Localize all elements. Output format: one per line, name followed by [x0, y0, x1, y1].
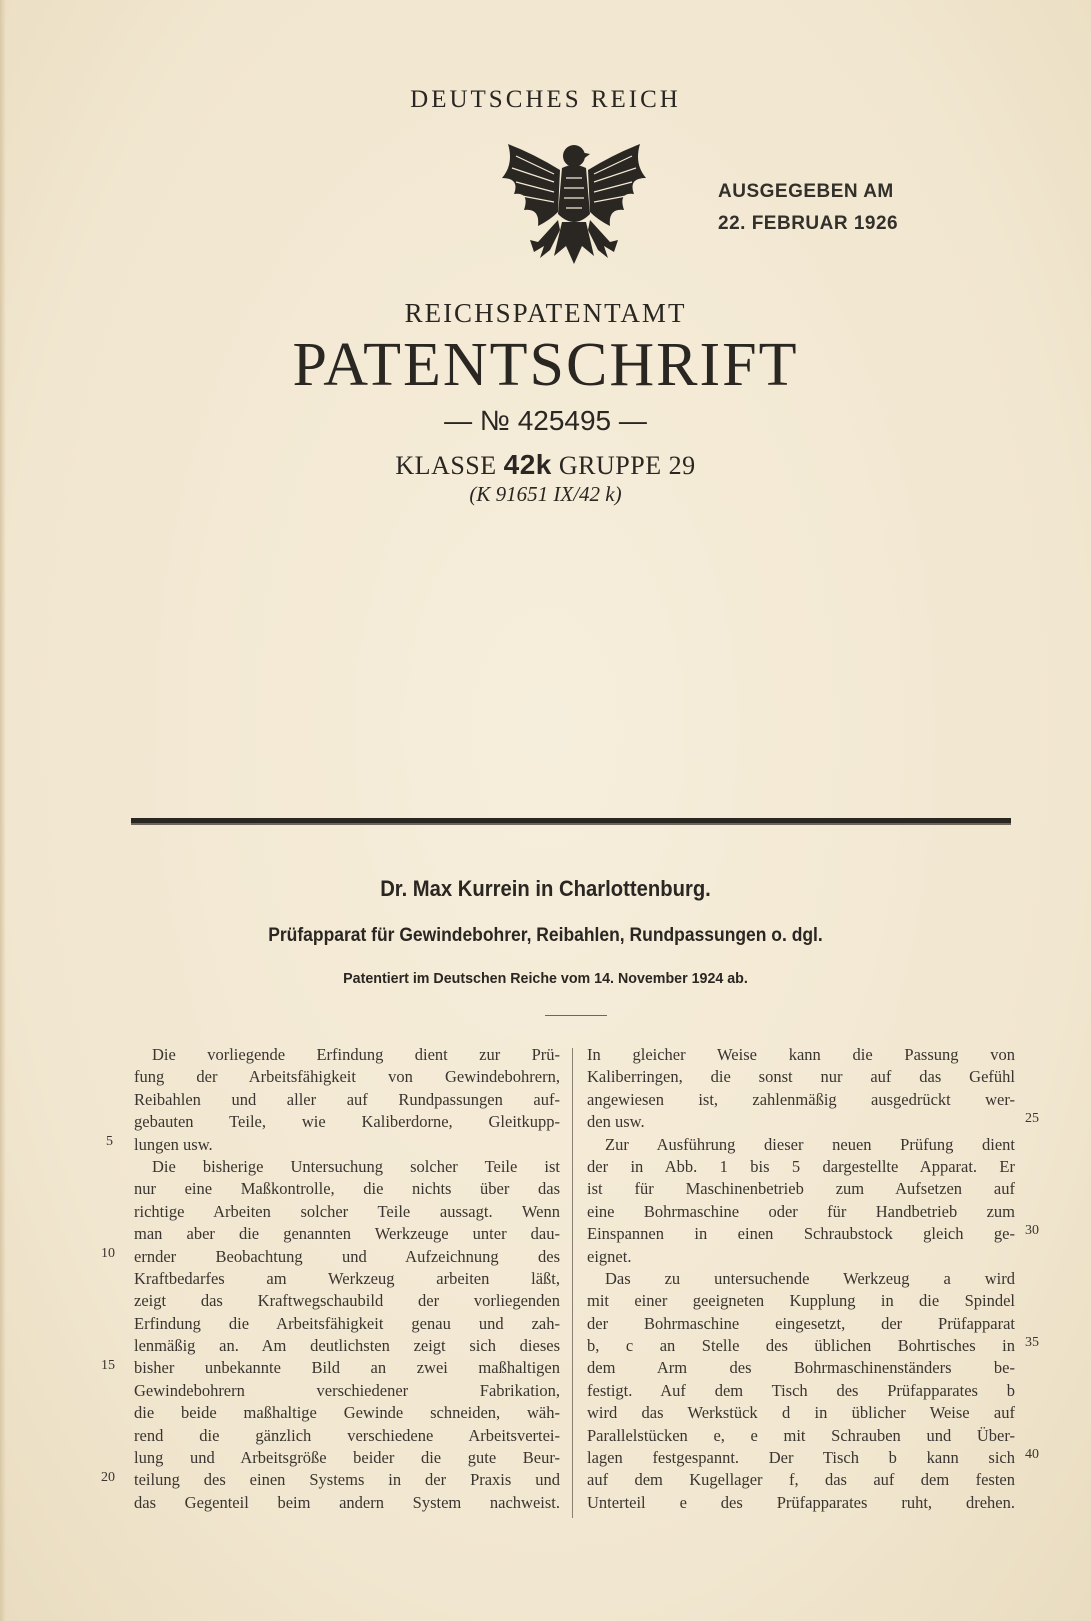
text-line: dem Arm des Bohrmaschinenständers be-: [587, 1358, 1015, 1378]
text-line: lungen usw.: [134, 1134, 213, 1154]
eagle-emblem-icon: [494, 134, 654, 284]
classification: [0, 449, 1091, 481]
text-line: Unterteil e des Prüfapparates ruht, drehen.: [587, 1492, 1015, 1512]
text-line: der Bohrmaschine eingesetzt, der Prüfapparat: [587, 1313, 1015, 1333]
text-line: mit einer geeigneten Kupplung in die Spindel: [587, 1291, 1015, 1311]
text-line: ernder Beobachtung und Aufzeichnung des: [134, 1246, 560, 1266]
text-line: b, c an Stelle des üblichen Bohrtisches in: [587, 1336, 1015, 1356]
line-number: 25: [1025, 1111, 1039, 1126]
text-line: richtige Arbeiten solcher Teile aussagt. Wenn: [134, 1201, 560, 1221]
text-line: Kaliberringen, die sonst nur auf das Gefühl: [587, 1067, 1015, 1087]
short-divider: [545, 1015, 607, 1016]
klasse-value: 42k: [503, 449, 552, 480]
text-line: zeigt das Kraftwegschaubild der vorliegenden: [134, 1291, 560, 1311]
issue-date: [718, 176, 898, 240]
text-line: In gleicher Weise kann die Passung von: [587, 1045, 1015, 1064]
text-line: Kraftbedarfes am Werkzeug arbeiten läßt,: [134, 1268, 560, 1288]
text-line: man aber die genannten Werkzeuge unter dau-: [134, 1224, 560, 1244]
text-line: die beide maßhaltige Gewinde schneiden, wäh-: [134, 1403, 560, 1423]
text-line: lagen festgespannt. Der Tisch b kann sich: [587, 1448, 1015, 1468]
klasse-label: KLASSE: [395, 451, 497, 480]
office-heading: REICHSPATENTAMT: [404, 298, 687, 328]
line-number: 40: [1025, 1447, 1039, 1462]
text-line: das Gegenteil beim andern System nachweist.: [134, 1492, 560, 1512]
text-line: Reibahlen und aller auf Rundpassungen auf-: [134, 1089, 560, 1109]
body-column-right: [587, 1044, 1015, 1514]
text-line: der in Abb. 1 bis 5 dargestellte Apparat. Er: [587, 1156, 1015, 1176]
text-line: Die bisherige Untersuchung solcher Teile ist: [152, 1156, 560, 1176]
text-line: Parallelstücken e, e mit Schrauben und Über-: [587, 1425, 1015, 1445]
text-line: wird das Werkstück d in üblicher Weise auf: [587, 1403, 1015, 1423]
text-line: eignet.: [587, 1246, 632, 1266]
text-line: ist für Maschinenbetrieb zum Aufsetzen auf: [587, 1179, 1015, 1199]
text-line: gebauten Teile, wie Kaliberdorne, Gleitkupp-: [134, 1112, 560, 1132]
page-edge: [0, 0, 6, 1621]
text-line: teilung des einen Systems in der Praxis und: [134, 1470, 560, 1490]
line-number: 15: [101, 1358, 115, 1373]
text-line: Zur Ausführung dieser neuen Prüfung dient: [605, 1134, 1015, 1154]
text-line: fung der Arbeitsfähigkeit von Gewindebohrern,: [134, 1067, 560, 1087]
patent-title: Prüfapparat für Gewindebohrer, Reibahlen, Rundpassungen o. dgl.: [268, 925, 823, 946]
text-line: lung und Arbeitsgröße beider die gute Beur-: [134, 1448, 560, 1468]
text-line: angewiesen ist, zahlenmäßig ausgedrückt wer-: [587, 1089, 1015, 1109]
country-heading: DEUTSCHES REICH: [410, 86, 681, 113]
line-number: 30: [1025, 1223, 1039, 1238]
inventor-line: Dr. Max Kurrein in Charlottenburg.: [380, 876, 711, 901]
text-line: festigt. Auf dem Tisch des Prüfapparates b: [587, 1380, 1015, 1400]
text-line: Das zu untersuchende Werkzeug a wird: [605, 1268, 1015, 1288]
text-line: den usw.: [587, 1112, 645, 1132]
text-line: eine Bohrmaschine oder für Handbetrieb zum: [587, 1201, 1015, 1221]
text-line: Einspannen in einen Schraubstock gleich ge-: [587, 1224, 1015, 1244]
text-line: Erfindung die Arbeitsfähigkeit genau und zah-: [134, 1313, 560, 1333]
patented-date-line: Patentiert im Deutschen Reiche vom 14. November 1924 ab.: [343, 970, 748, 987]
text-line: rend die gänzlich verschiedene Arbeitsvertei-: [134, 1425, 560, 1445]
line-number: 35: [1025, 1335, 1039, 1350]
header-rule: [131, 818, 1011, 825]
text-line: nur eine Maßkontrolle, die nichts über das: [134, 1179, 560, 1199]
text-line: bisher unbekannte Bild an zwei maßhaltigen: [134, 1358, 560, 1378]
gruppe-label: GRUPPE 29: [558, 451, 696, 480]
text-line: lenmäßig an. Am deutlichsten zeigt sich dieses: [134, 1336, 560, 1356]
line-number: 10: [101, 1246, 115, 1261]
line-number: 5: [106, 1134, 113, 1149]
line-number: 20: [101, 1470, 115, 1485]
issued-label: AUSGEGEBEN AM: [718, 181, 894, 202]
patent-number: — № 425495 —: [444, 405, 647, 436]
issued-date-value: 22. FEBRUAR 1926: [718, 213, 899, 234]
column-divider: [572, 1048, 573, 1518]
text-line: Die vorliegende Erfindung dient zur Prü-: [152, 1045, 560, 1064]
document-type-title: PATENTSCHRIFT: [292, 331, 799, 399]
file-reference: (K 91651 IX/42 k): [469, 482, 622, 506]
body-column-left: [134, 1044, 560, 1514]
text-line: Gewindebohrern verschiedener Fabrikation,: [134, 1380, 560, 1400]
text-line: auf dem Kugellager f, das auf dem festen: [587, 1470, 1015, 1490]
